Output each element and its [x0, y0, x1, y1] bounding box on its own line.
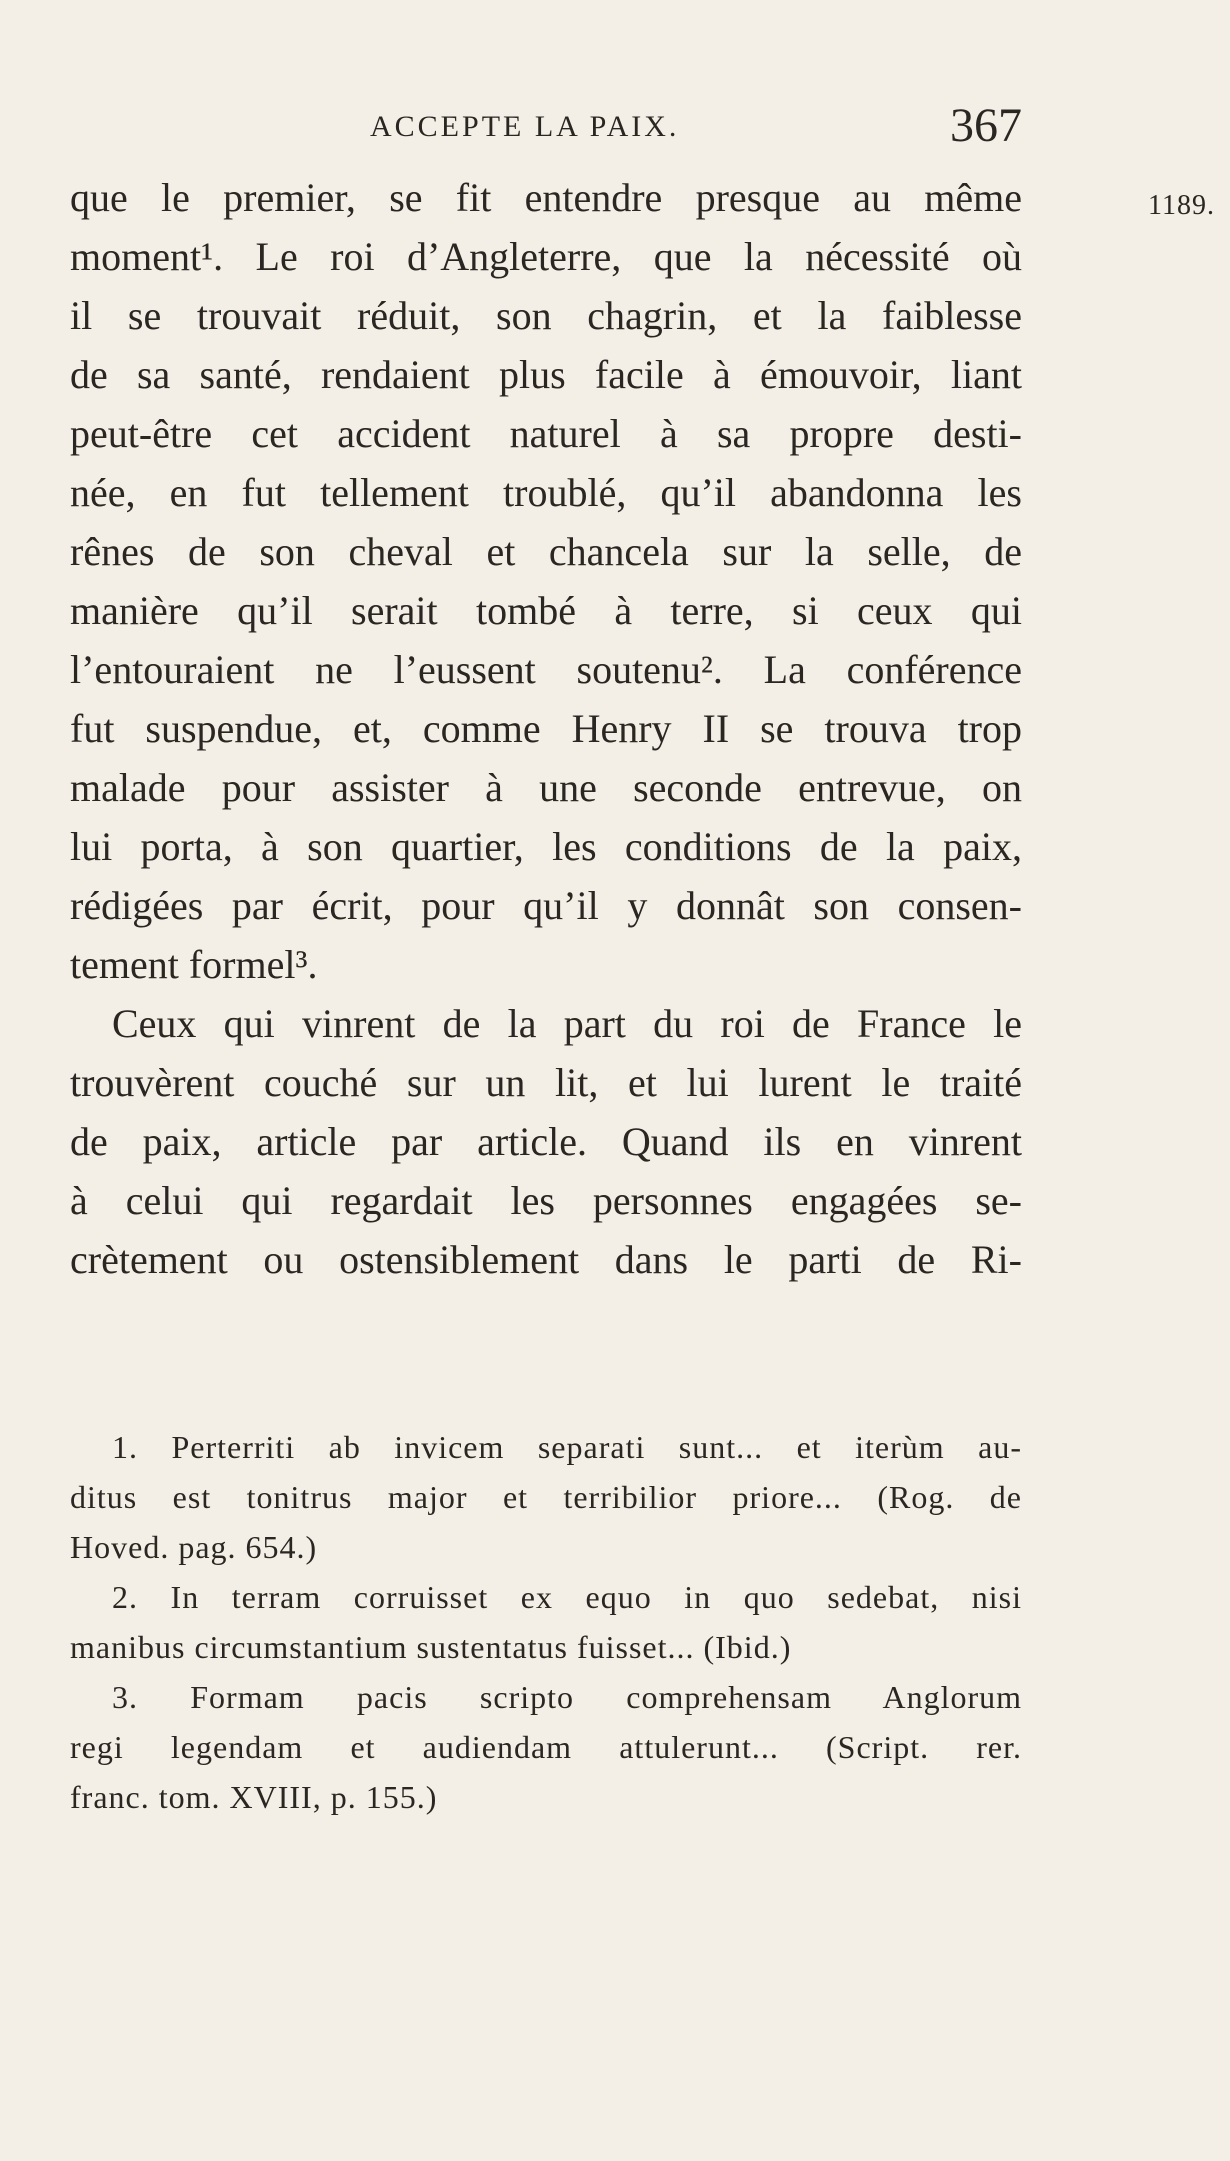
margin-date: 1189.	[1148, 190, 1215, 221]
text-line: fut suspendue, et, comme Henry II se trouva trop	[70, 706, 1022, 751]
footnote-line: 3. Formam pacis scripto comprehensam Anglorum	[112, 1679, 1022, 1715]
text-line: rédigées par écrit, pour qu’il y donnât son consen-	[70, 883, 1022, 928]
page-header	[70, 98, 1060, 158]
text-line: que le premier, se fit entendre presque au même	[70, 175, 1022, 220]
footnote-line: franc. tom. XVIII, p. 155.)	[70, 1779, 438, 1815]
text-line: Ceux qui vinrent de la part du roi de France le	[112, 1001, 1022, 1046]
text-line: crètement ou ostensiblement dans le parti de Ri-	[70, 1237, 1022, 1282]
text-line: malade pour assister à une seconde entrevue, on	[70, 765, 1022, 810]
footnote-line: ditus est tonitrus major et terribilior priore... (Rog. de	[70, 1479, 1022, 1515]
page-number: 367	[950, 99, 1022, 152]
text-line: de paix, article par article. Quand ils en vinrent	[70, 1119, 1022, 1164]
text-line: l’entouraient ne l’eussent soutenu². La conférence	[70, 647, 1022, 692]
running-title: ACCEPTE LA PAIX.	[370, 110, 680, 143]
footnote-line: Hoved. pag. 654.)	[70, 1529, 318, 1565]
text-line: trouvèrent couché sur un lit, et lui lurent le traité	[70, 1060, 1022, 1105]
footnote-line: manibus circumstantium sustentatus fuisset... (Ibid.)	[70, 1629, 792, 1665]
text-line: il se trouvait réduit, son chagrin, et la faiblesse	[70, 293, 1022, 338]
text-line: de sa santé, rendaient plus facile à émouvoir, liant	[70, 352, 1022, 397]
text-line: lui porta, à son quartier, les conditions de la paix,	[70, 824, 1022, 869]
text-line: à celui qui regardait les personnes engagées se-	[70, 1178, 1022, 1223]
text-line: peut-être cet accident naturel à sa propre desti-	[70, 411, 1022, 456]
footnote-line: 2. In terram corruisset ex equo in quo sedebat, nisi	[112, 1579, 1022, 1615]
text-line: tement formel³.	[70, 942, 318, 987]
text-line: manière qu’il serait tombé à terre, si ceux qui	[70, 588, 1022, 633]
footnotes	[70, 1422, 1022, 1822]
footnote-line: regi legendam et audiendam attulerunt... (Script. rer.	[70, 1729, 1022, 1765]
text-line: rênes de son cheval et chancela sur la selle, de	[70, 529, 1022, 574]
footnote-line: 1. Perterriti ab invicem separati sunt... et iterùm au-	[112, 1429, 1022, 1465]
body-text	[70, 168, 1022, 1289]
text-line: moment¹. Le roi d’Angleterre, que la nécessité où	[70, 234, 1022, 279]
text-line: née, en fut tellement troublé, qu’il abandonna les	[70, 470, 1022, 515]
